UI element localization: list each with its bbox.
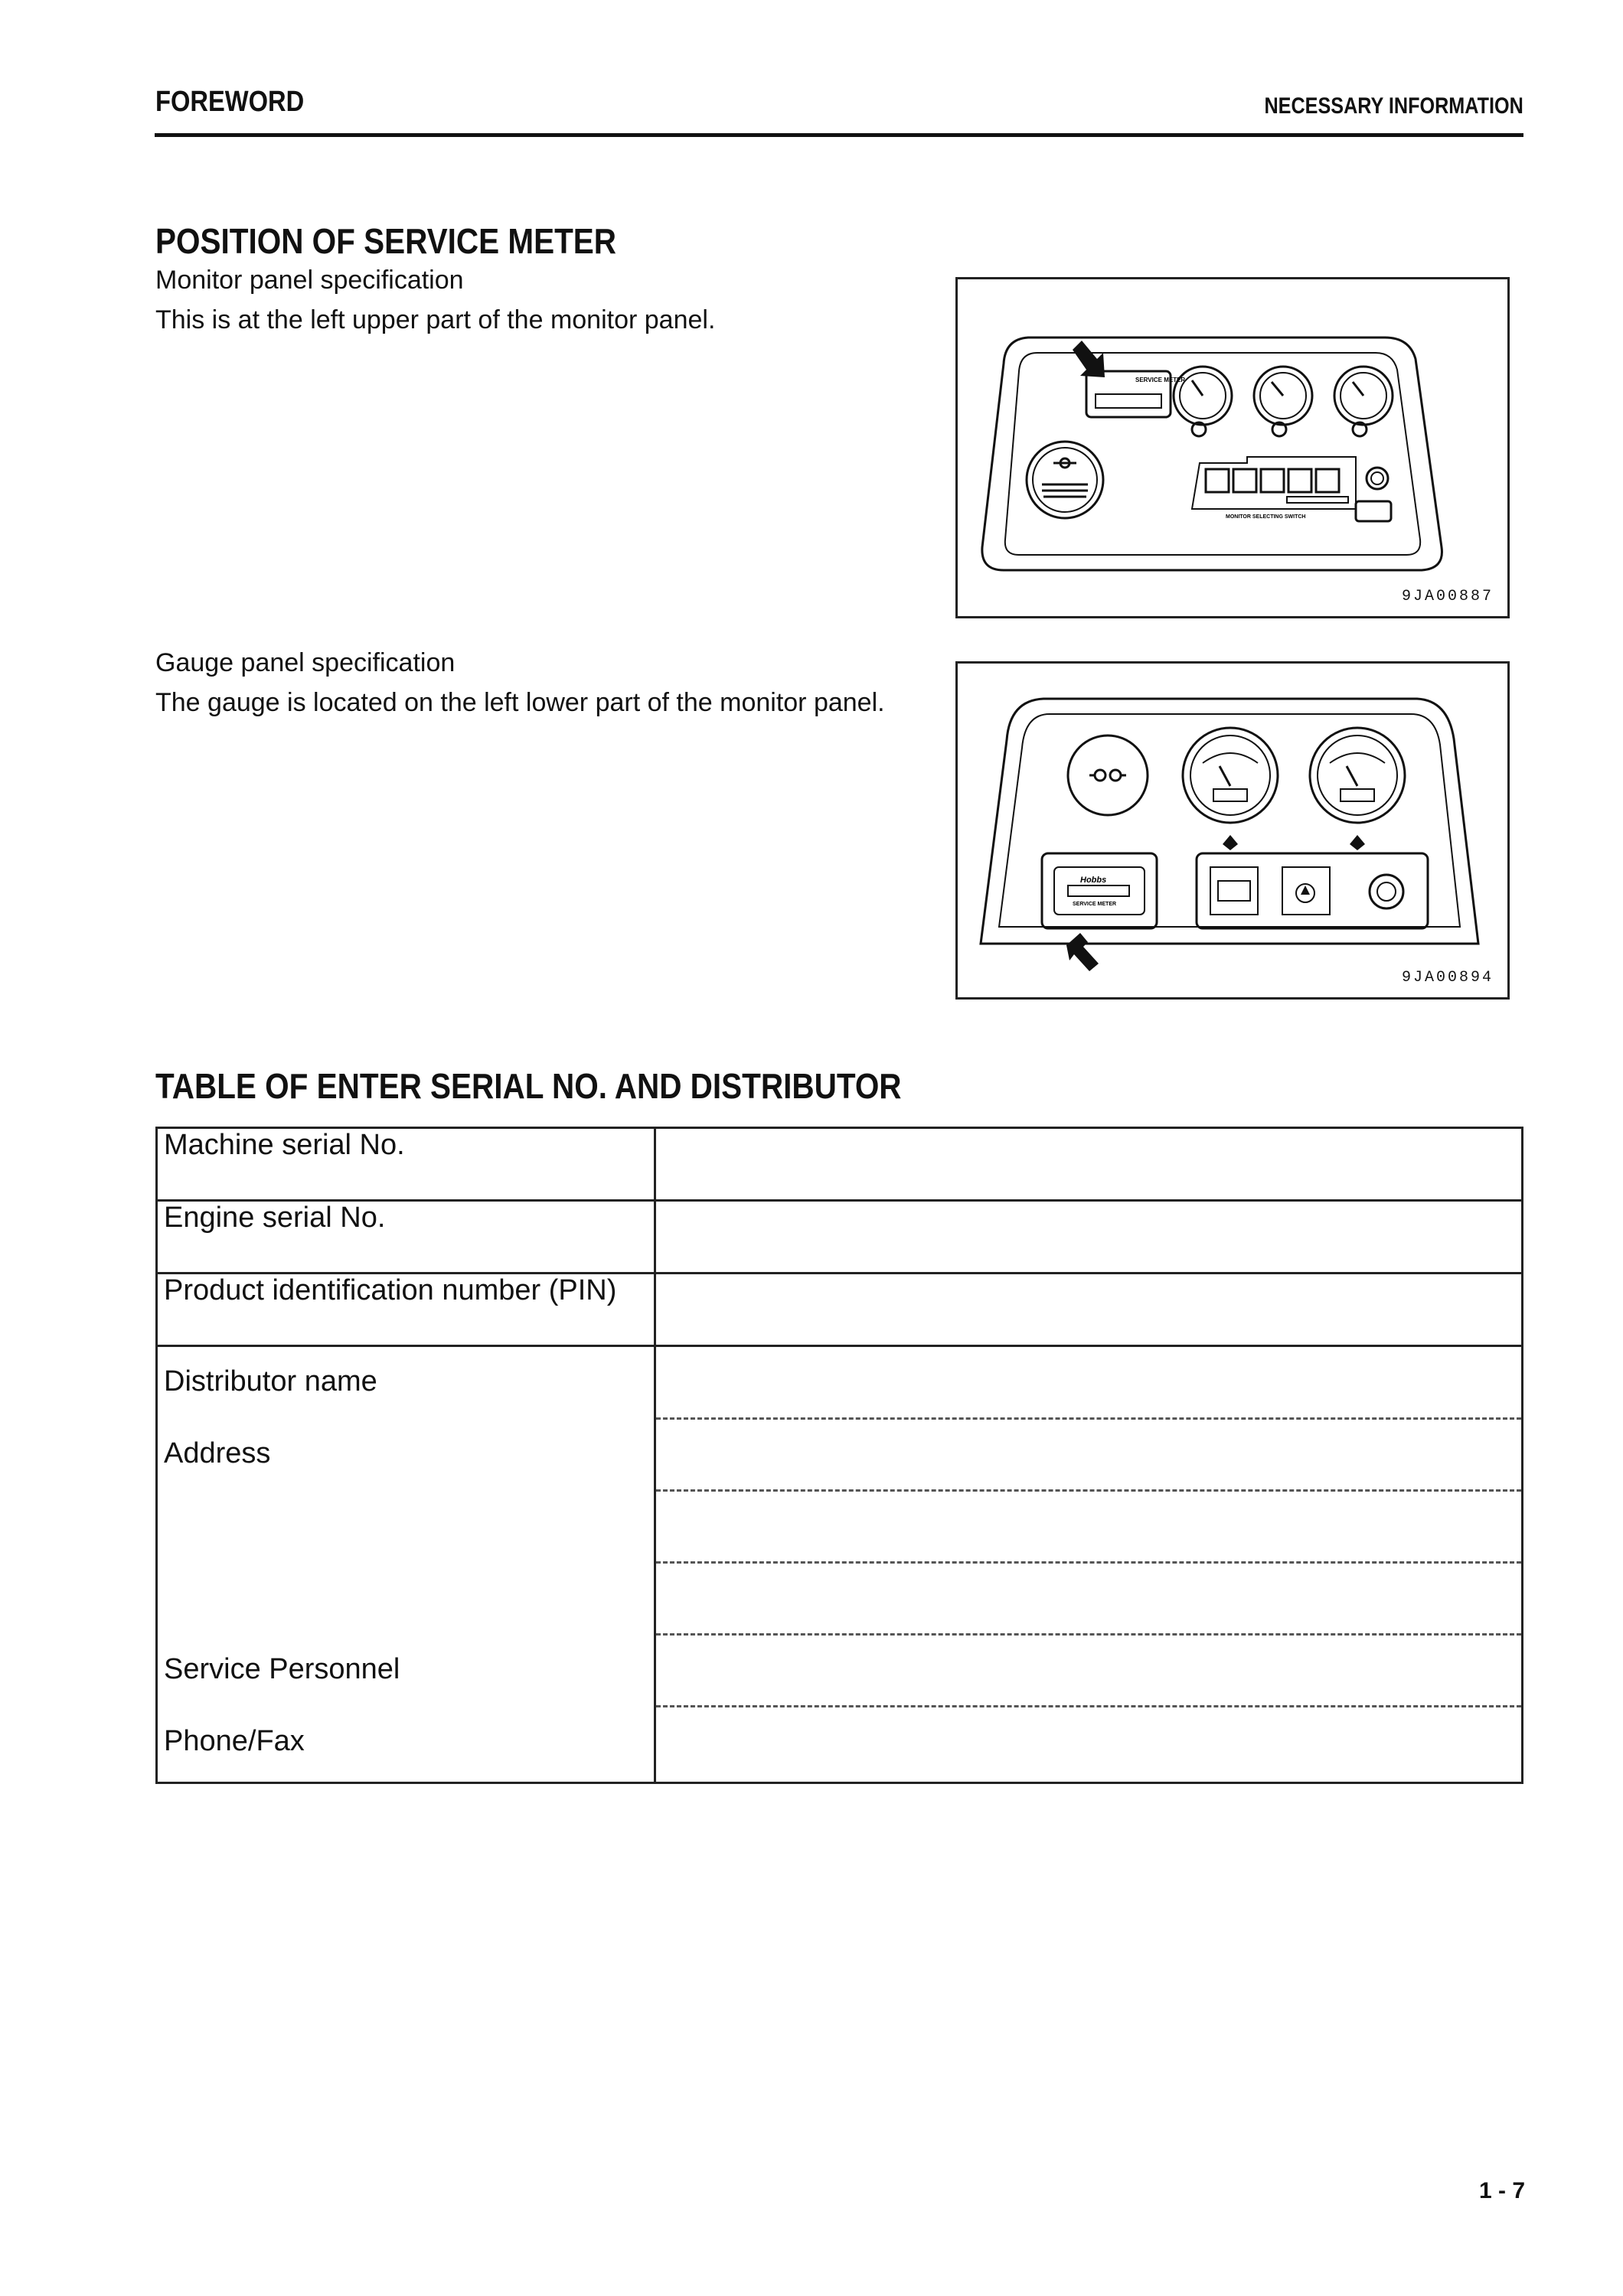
table-row — [157, 1274, 1523, 1346]
monitor-caption-description: This is at the left upper part of the monitor panel. — [155, 305, 716, 334]
gauge-caption-description: The gauge is located on the left lower part of the monitor panel. — [155, 688, 885, 717]
label-service-personnel: Service Personnel — [164, 1653, 400, 1685]
monitor-service-meter-label: SERVICE METER — [1135, 377, 1186, 383]
dashed-divider — [656, 1489, 1521, 1492]
row-label-engine-serial: Engine serial No. — [157, 1201, 655, 1274]
gauge-figure-code: 9JA00894 — [1401, 969, 1494, 987]
gauge-panel-illustration — [958, 664, 1512, 1002]
monitor-figure-code: 9JA00887 — [1401, 588, 1494, 605]
label-phone-fax: Phone/Fax — [164, 1725, 305, 1757]
distributor-entry-cell — [655, 1346, 1523, 1783]
entry-field-machine-serial — [655, 1128, 1523, 1201]
header-chapter-title: NECESSARY INFORMATION — [1264, 93, 1523, 119]
section-title-service-meter: POSITION OF SERVICE METER — [155, 221, 617, 261]
monitor-panel-illustration — [958, 279, 1512, 621]
gauge-service-meter-label: SERVICE METER — [1073, 902, 1117, 907]
label-address: Address — [164, 1437, 271, 1469]
header-rule — [155, 133, 1523, 137]
entry-field-pin — [655, 1274, 1523, 1346]
table-row — [157, 1201, 1523, 1274]
dashed-divider — [656, 1561, 1521, 1564]
monitor-panel-figure — [955, 277, 1510, 618]
distributor-label-cell — [157, 1346, 655, 1783]
table-row — [157, 1346, 1523, 1783]
row-label-pin: Product identification number (PIN) — [157, 1274, 655, 1346]
section-title-serial-table: TABLE OF ENTER SERIAL NO. AND DISTRIBUTOR — [155, 1066, 902, 1106]
dashed-divider — [656, 1705, 1521, 1707]
dashed-divider — [656, 1417, 1521, 1420]
page-number: 1 - 7 — [1478, 2178, 1525, 2203]
entry-field-engine-serial — [655, 1201, 1523, 1274]
row-label-machine-serial: Machine serial No. — [157, 1128, 655, 1201]
gauge-caption-title: Gauge panel specification — [155, 648, 456, 677]
dashed-divider — [656, 1633, 1521, 1636]
table-row — [157, 1128, 1523, 1201]
gauge-panel-figure — [955, 661, 1510, 1000]
header-section-title: FOREWORD — [155, 86, 305, 118]
label-distributor-name: Distributor name — [164, 1365, 377, 1397]
serial-distributor-table — [155, 1127, 1523, 1784]
monitor-caption-title: Monitor panel specification — [155, 266, 464, 295]
gauge-hobbs-label: Hobbs — [1080, 876, 1107, 885]
monitor-selecting-switch-label: MONITOR SELECTING SWITCH — [1226, 514, 1306, 520]
